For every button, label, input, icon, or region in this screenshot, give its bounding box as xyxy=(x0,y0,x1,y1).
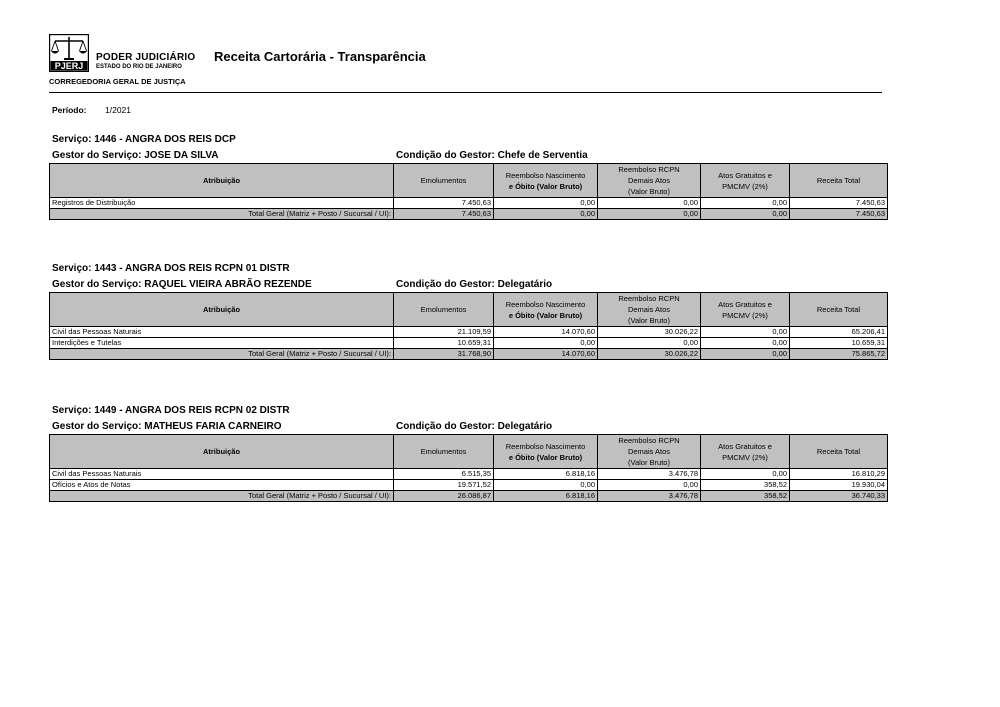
header-line: Atos Gratuitos e xyxy=(718,441,772,451)
org-subtitle: ESTADO DO RIO DE JANEIRO xyxy=(96,64,182,70)
service-title: Serviço: 1443 - ANGRA DOS REIS RCPN 01 DISTR xyxy=(52,263,290,274)
cell-atos-gratuitos: 0,00 xyxy=(701,338,790,349)
col-header-atribuicao: Atribuição xyxy=(50,435,394,469)
revenue-table xyxy=(49,163,888,220)
cell-atribuicao: Registros de Distribuição xyxy=(50,198,394,209)
header-line: e Óbito (Valor Bruto) xyxy=(508,310,583,320)
total-atos-gratuitos: 0,00 xyxy=(701,209,790,220)
total-reembolso-rcpn: 0,00 xyxy=(598,209,701,220)
header-line: Reembolso RCPN xyxy=(618,294,680,303)
header-line: Reembolso RCPN xyxy=(618,165,680,174)
header-line: Reembolso Nascimento xyxy=(505,299,586,309)
service-manager: Gestor do Serviço: MATHEUS FARIA CARNEIRO xyxy=(52,421,282,432)
revenue-table xyxy=(49,434,888,502)
total-emolumentos: 26.086,87 xyxy=(394,491,494,502)
header-line: Atos Gratuitos e xyxy=(718,299,772,309)
page-title: Receita Cartorária - Transparência xyxy=(214,49,426,64)
total-receita-total: 36.740,33 xyxy=(790,491,888,502)
cell-atribuicao: Civil das Pessoas Naturais xyxy=(50,327,394,338)
cell-reembolso-nascimento: 0,00 xyxy=(494,480,598,491)
header-line: e Óbito (Valor Bruto) xyxy=(508,181,583,191)
header-line: Atos Gratuitos e xyxy=(718,170,772,180)
total-reembolso-rcpn: 3.476,78 xyxy=(598,491,701,502)
table-row xyxy=(50,469,888,480)
header-line: Reembolso RCPN xyxy=(618,436,680,445)
col-header-emolumentos: Emolumentos xyxy=(394,293,494,327)
cell-emolumentos: 19.571,52 xyxy=(394,480,494,491)
table-header-row xyxy=(50,435,888,469)
header-line: Reembolso Nascimento xyxy=(505,441,586,451)
total-emolumentos: 31.768,90 xyxy=(394,349,494,360)
table-row xyxy=(50,480,888,491)
header-line: Demais Atos xyxy=(627,305,671,314)
service-manager: Gestor do Serviço: JOSE DA SILVA xyxy=(52,150,219,161)
total-receita-total: 7.450,63 xyxy=(790,209,888,220)
cell-atos-gratuitos: 0,00 xyxy=(701,327,790,338)
cell-emolumentos: 10.659,31 xyxy=(394,338,494,349)
header-line: (Valor Bruto) xyxy=(628,458,670,467)
cell-receita-total: 19.930,04 xyxy=(790,480,888,491)
cell-emolumentos: 7.450,63 xyxy=(394,198,494,209)
cell-receita-total: 7.450,63 xyxy=(790,198,888,209)
header-line: (Valor Bruto) xyxy=(628,316,670,325)
cell-emolumentos: 6.515,35 xyxy=(394,469,494,480)
table-row xyxy=(50,327,888,338)
total-row xyxy=(50,209,888,220)
col-header-atos-gratuitos xyxy=(701,435,790,469)
cell-reembolso-nascimento: 0,00 xyxy=(494,198,598,209)
service-title: Serviço: 1446 - ANGRA DOS REIS DCP xyxy=(52,134,236,145)
org-name: PODER JUDICIÁRIO xyxy=(96,52,196,63)
total-reembolso-nascimento: 14.070,60 xyxy=(494,349,598,360)
cell-reembolso-rcpn: 0,00 xyxy=(598,338,701,349)
col-header-reembolso-rcpn xyxy=(598,435,701,469)
service-title: Serviço: 1449 - ANGRA DOS REIS RCPN 02 DISTR xyxy=(52,405,290,416)
col-header-atribuicao: Atribuição xyxy=(50,164,394,198)
org-department: CORREGEDORIA GERAL DE JUSTIÇA xyxy=(49,77,186,86)
period-value: 1/2021 xyxy=(105,105,131,115)
cell-receita-total: 65.206,41 xyxy=(790,327,888,338)
total-label: Total Geral (Matriz + Posto / Sucursal / UI): xyxy=(50,209,394,220)
col-header-atribuicao: Atribuição xyxy=(50,293,394,327)
header-line: e Óbito (Valor Bruto) xyxy=(508,452,583,462)
table-row xyxy=(50,198,888,209)
cell-reembolso-nascimento: 14.070,60 xyxy=(494,327,598,338)
cell-atos-gratuitos: 0,00 xyxy=(701,198,790,209)
cell-reembolso-rcpn: 0,00 xyxy=(598,480,701,491)
manager-condition: Condição do Gestor: Delegatário xyxy=(396,421,553,432)
manager-condition: Condição do Gestor: Chefe de Serventia xyxy=(396,150,588,161)
total-atos-gratuitos: 0,00 xyxy=(701,349,790,360)
cell-reembolso-rcpn: 3.476,78 xyxy=(598,469,701,480)
cell-emolumentos: 21.109,59 xyxy=(394,327,494,338)
period-label: Período: xyxy=(52,105,87,115)
revenue-table xyxy=(49,292,888,360)
header-line: PMCMV (2%) xyxy=(722,452,768,462)
total-label: Total Geral (Matriz + Posto / Sucursal / UI): xyxy=(50,491,394,502)
header-line: (Valor Bruto) xyxy=(628,187,670,196)
total-emolumentos: 7.450,63 xyxy=(394,209,494,220)
total-reembolso-nascimento: 0,00 xyxy=(494,209,598,220)
cell-reembolso-nascimento: 6.818,16 xyxy=(494,469,598,480)
col-header-reembolso-rcpn xyxy=(598,293,701,327)
header-divider xyxy=(49,92,882,93)
header-line: Demais Atos xyxy=(627,447,671,456)
col-header-reembolso-rcpn xyxy=(598,164,701,198)
total-label: Total Geral (Matriz + Posto / Sucursal / UI): xyxy=(50,349,394,360)
col-header-emolumentos: Emolumentos xyxy=(394,435,494,469)
col-header-reembolso-nascimento xyxy=(494,435,598,469)
col-header-receita-total: Receita Total xyxy=(790,164,888,198)
header-line: Demais Atos xyxy=(627,176,671,185)
header-line: Reembolso Nascimento xyxy=(505,170,586,180)
pjerj-logo xyxy=(49,34,89,72)
manager-condition: Condição do Gestor: Delegatário xyxy=(396,279,553,290)
cell-reembolso-nascimento: 0,00 xyxy=(494,338,598,349)
col-header-atos-gratuitos xyxy=(701,293,790,327)
cell-receita-total: 10.659,31 xyxy=(790,338,888,349)
table-header-row xyxy=(50,164,888,198)
cell-atribuicao: Ofícios e Atos de Notas xyxy=(50,480,394,491)
table-header-row xyxy=(50,293,888,327)
cell-atribuicao: Interdições e Tutelas xyxy=(50,338,394,349)
header-line: PMCMV (2%) xyxy=(722,310,768,320)
cell-receita-total: 16.810,29 xyxy=(790,469,888,480)
cell-reembolso-rcpn: 30.026,22 xyxy=(598,327,701,338)
col-header-receita-total: Receita Total xyxy=(790,293,888,327)
col-header-atos-gratuitos xyxy=(701,164,790,198)
total-row xyxy=(50,349,888,360)
table-row xyxy=(50,338,888,349)
total-receita-total: 75.865,72 xyxy=(790,349,888,360)
total-row xyxy=(50,491,888,502)
col-header-reembolso-nascimento xyxy=(494,293,598,327)
total-reembolso-rcpn: 30.026,22 xyxy=(598,349,701,360)
service-manager: Gestor do Serviço: RAQUEL VIEIRA ABRÃO REZENDE xyxy=(52,279,312,290)
cell-atos-gratuitos: 358,52 xyxy=(701,480,790,491)
logo-text: PJERJ xyxy=(54,61,84,71)
total-atos-gratuitos: 358,52 xyxy=(701,491,790,502)
col-header-reembolso-nascimento xyxy=(494,164,598,198)
col-header-emolumentos: Emolumentos xyxy=(394,164,494,198)
cell-reembolso-rcpn: 0,00 xyxy=(598,198,701,209)
col-header-receita-total: Receita Total xyxy=(790,435,888,469)
cell-atos-gratuitos: 0,00 xyxy=(701,469,790,480)
total-reembolso-nascimento: 6.818,16 xyxy=(494,491,598,502)
header-line: PMCMV (2%) xyxy=(722,181,768,191)
cell-atribuicao: Civil das Pessoas Naturais xyxy=(50,469,394,480)
